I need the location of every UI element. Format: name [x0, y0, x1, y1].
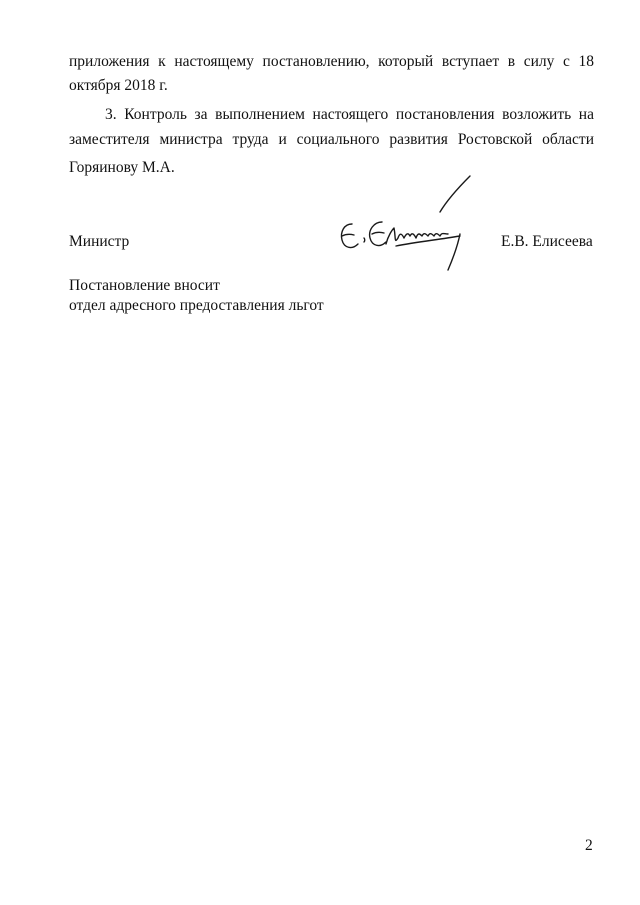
paragraph-2-line-3: Горяинову М.А. [69, 159, 175, 176]
signatory-position: Министр [69, 233, 130, 250]
paragraph-1-line-2: октября 2018 г. [69, 77, 168, 94]
paragraph-2-line-2: заместителя министра труда и социального развития Ростовской области [69, 131, 594, 148]
footer-note-line-2: отдел адресного предоставления льгот [69, 297, 324, 314]
handwritten-signature [336, 172, 476, 276]
paragraph-2-line-1: 3. Контроль за выполнением настоящего постановления возложить на [105, 106, 594, 123]
footer-note-line-1: Постановление вносит [69, 277, 220, 294]
paragraph-1-line-1: приложения к настоящему постановлению, который вступает в силу с 18 [69, 53, 594, 70]
page-number: 2 [585, 837, 593, 854]
signatory-name: Е.В. Елисеева [501, 233, 593, 250]
